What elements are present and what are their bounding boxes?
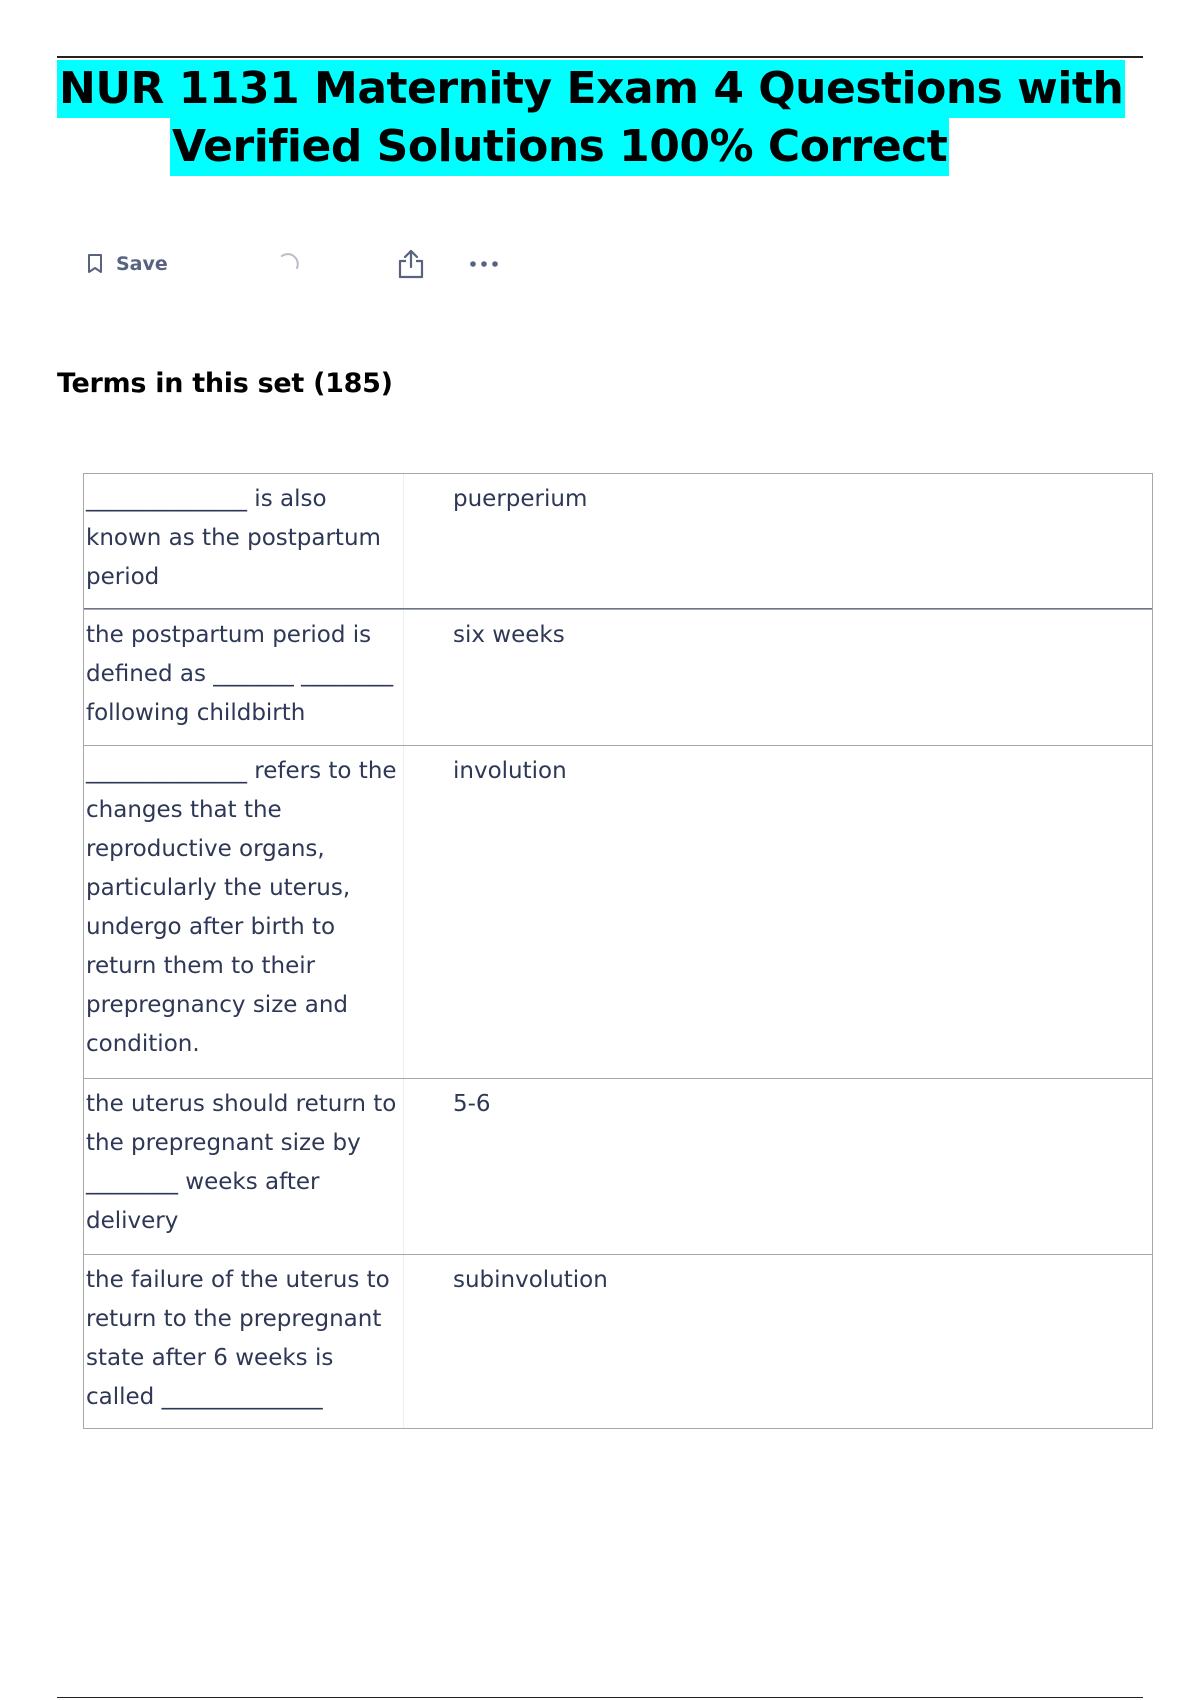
- more-icon: [468, 259, 500, 269]
- term-text: [84, 1079, 404, 1254]
- definition-text-value: subinvolution: [453, 1267, 608, 1293]
- term-text: [84, 610, 404, 745]
- definition-text-value: involution: [453, 758, 567, 784]
- term-row[interactable]: [84, 609, 1152, 745]
- share-icon: [396, 248, 426, 280]
- term-text: [84, 474, 404, 608]
- definition-text-value: 5-6: [453, 1091, 491, 1117]
- toolbar: [86, 246, 526, 282]
- title-line-2: Verified Solutions 100% Correct: [170, 118, 949, 176]
- term-row[interactable]: [84, 745, 1152, 1078]
- definition-text: [404, 1079, 1152, 1254]
- term-text: [84, 1255, 404, 1428]
- bookmark-icon: [86, 253, 104, 275]
- terms-heading: Terms in this set (185): [57, 368, 393, 399]
- term-text-value: ______________ refers to the changes that the reproductive organs, particularly the uterus, undergo after birth to return them to their prepregnancy size and condition.: [86, 758, 404, 1057]
- term-text-value: the uterus should return to the prepregnant size by ________ weeks after delivery: [86, 1091, 404, 1234]
- term-text-value: the postpartum period is defined as _______ ________ following childbirth: [86, 622, 401, 726]
- spinner-icon: [276, 246, 302, 282]
- definition-text: [404, 610, 1152, 745]
- definition-text: [404, 746, 1152, 1078]
- definition-text-value: puerperium: [453, 486, 588, 512]
- top-rule: [57, 56, 1143, 58]
- terms-table: [83, 473, 1153, 1429]
- term-text-value: ______________ is also known as the postpartum period: [86, 486, 389, 590]
- title-line-1: NUR 1131 Maternity Exam 4 Questions with: [57, 60, 1125, 118]
- term-row[interactable]: [84, 474, 1152, 609]
- save-button[interactable]: [86, 246, 168, 282]
- share-button[interactable]: [396, 246, 426, 282]
- term-text: [84, 746, 404, 1078]
- term-row[interactable]: [84, 1078, 1152, 1254]
- term-row[interactable]: [84, 1254, 1152, 1428]
- more-options-button[interactable]: [468, 246, 500, 282]
- definition-text-value: six weeks: [453, 622, 565, 648]
- term-text-value: the failure of the uterus to return to the prepregnant state after 6 weeks is called ______________: [86, 1267, 398, 1410]
- definition-text: [404, 474, 1152, 608]
- bottom-rule: [57, 1697, 1143, 1698]
- definition-text: [404, 1255, 1152, 1428]
- save-label: Save: [116, 253, 168, 275]
